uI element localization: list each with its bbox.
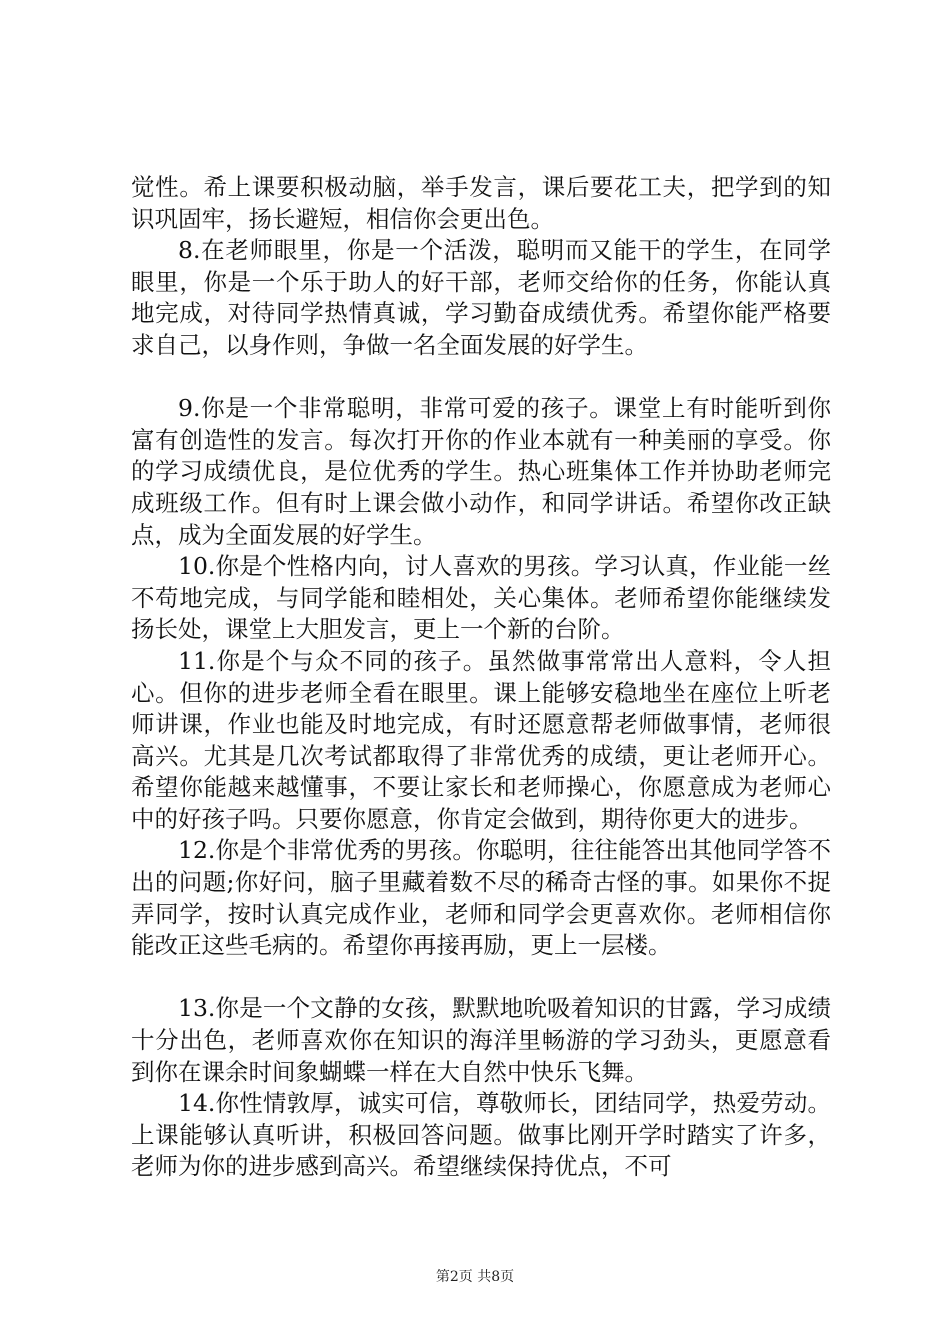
paragraph-4: 10.你是个性格内向，讨人喜欢的男孩。学习认真，作业能一丝不苟地完成，与同学能和睦相处，关心集体。老师希望你能继续发扬长处，课堂上大胆发言，更上一个新的台阶。 <box>131 552 831 644</box>
paragraph-2: 8.在老师眼里，你是一个活泼，聪明而又能干的学生，在同学眼里，你是一个乐于助人的好干部，老师交给你的任务，你能认真地完成，对待同学热情真诚，学习勤奋成绩优秀。希望你能严格要求自己，以身作则，争做一名全面发展的好学生。 <box>131 236 831 359</box>
paragraph-8: 14.你性情敦厚，诚实可信，尊敬师长，团结同学，热爱劳动。上课能够认真听讲，积极回答问题。做事比刚开学时踏实了许多，老师为你的进步感到高兴。希望继续保持优点，不可 <box>131 1089 831 1181</box>
document-body <box>131 172 831 1183</box>
paragraph-3: 9.你是一个非常聪明，非常可爱的孩子。课堂上有时能听到你富有创造性的发言。每次打开你的作业本就有一种美丽的享受。你的学习成绩优良，是位优秀的学生。热心班集体工作并协助老师完成班级工作。但有时上课会做小动作，和同学讲话。希望你改正缺点，成为全面发展的好学生。 <box>131 394 831 549</box>
page-footer: 第2页 共8页 <box>435 1269 515 1285</box>
paragraph-5: 11.你是个与众不同的孩子。虽然做事常常出人意料，令人担心。但你的进步老师全看在眼里。课上能够安稳地坐在座位上听老师讲课，作业也能及时地完成，有时还愿意帮老师做事情，老师很高兴。尤其是几次考试都取得了非常优秀的成绩，更让老师开心。希望你能越来越懂事，不要让家长和老师操心，你愿意成为老师心中的好孩子吗。只要你愿意，你肯定会做到，期待你更大的进步。 <box>131 646 831 833</box>
paragraph-6: 12.你是个非常优秀的男孩。你聪明，往往能答出其他同学答不出的问题;你好问，脑子里藏着数不尽的稀奇古怪的事。如果你不捉弄同学，按时认真完成作业，老师和同学会更喜欢你。老师相信你能改正这些毛病的。希望你再接再励，更上一层楼。 <box>131 836 831 960</box>
paragraph-7: 13.你是一个文静的女孩，默默地吮吸着知识的甘露，学习成绩十分出色，老师喜欢你在知识的海洋里畅游的学习劲头，更愿意看到你在课余时间象蝴蝶一样在大自然中快乐飞舞。 <box>131 994 831 1086</box>
paragraph-1: 觉性。希上课要积极动脑，举手发言，课后要花工夫，把学到的知识巩固牢，扬长避短，相信你会更出色。 <box>131 173 831 233</box>
